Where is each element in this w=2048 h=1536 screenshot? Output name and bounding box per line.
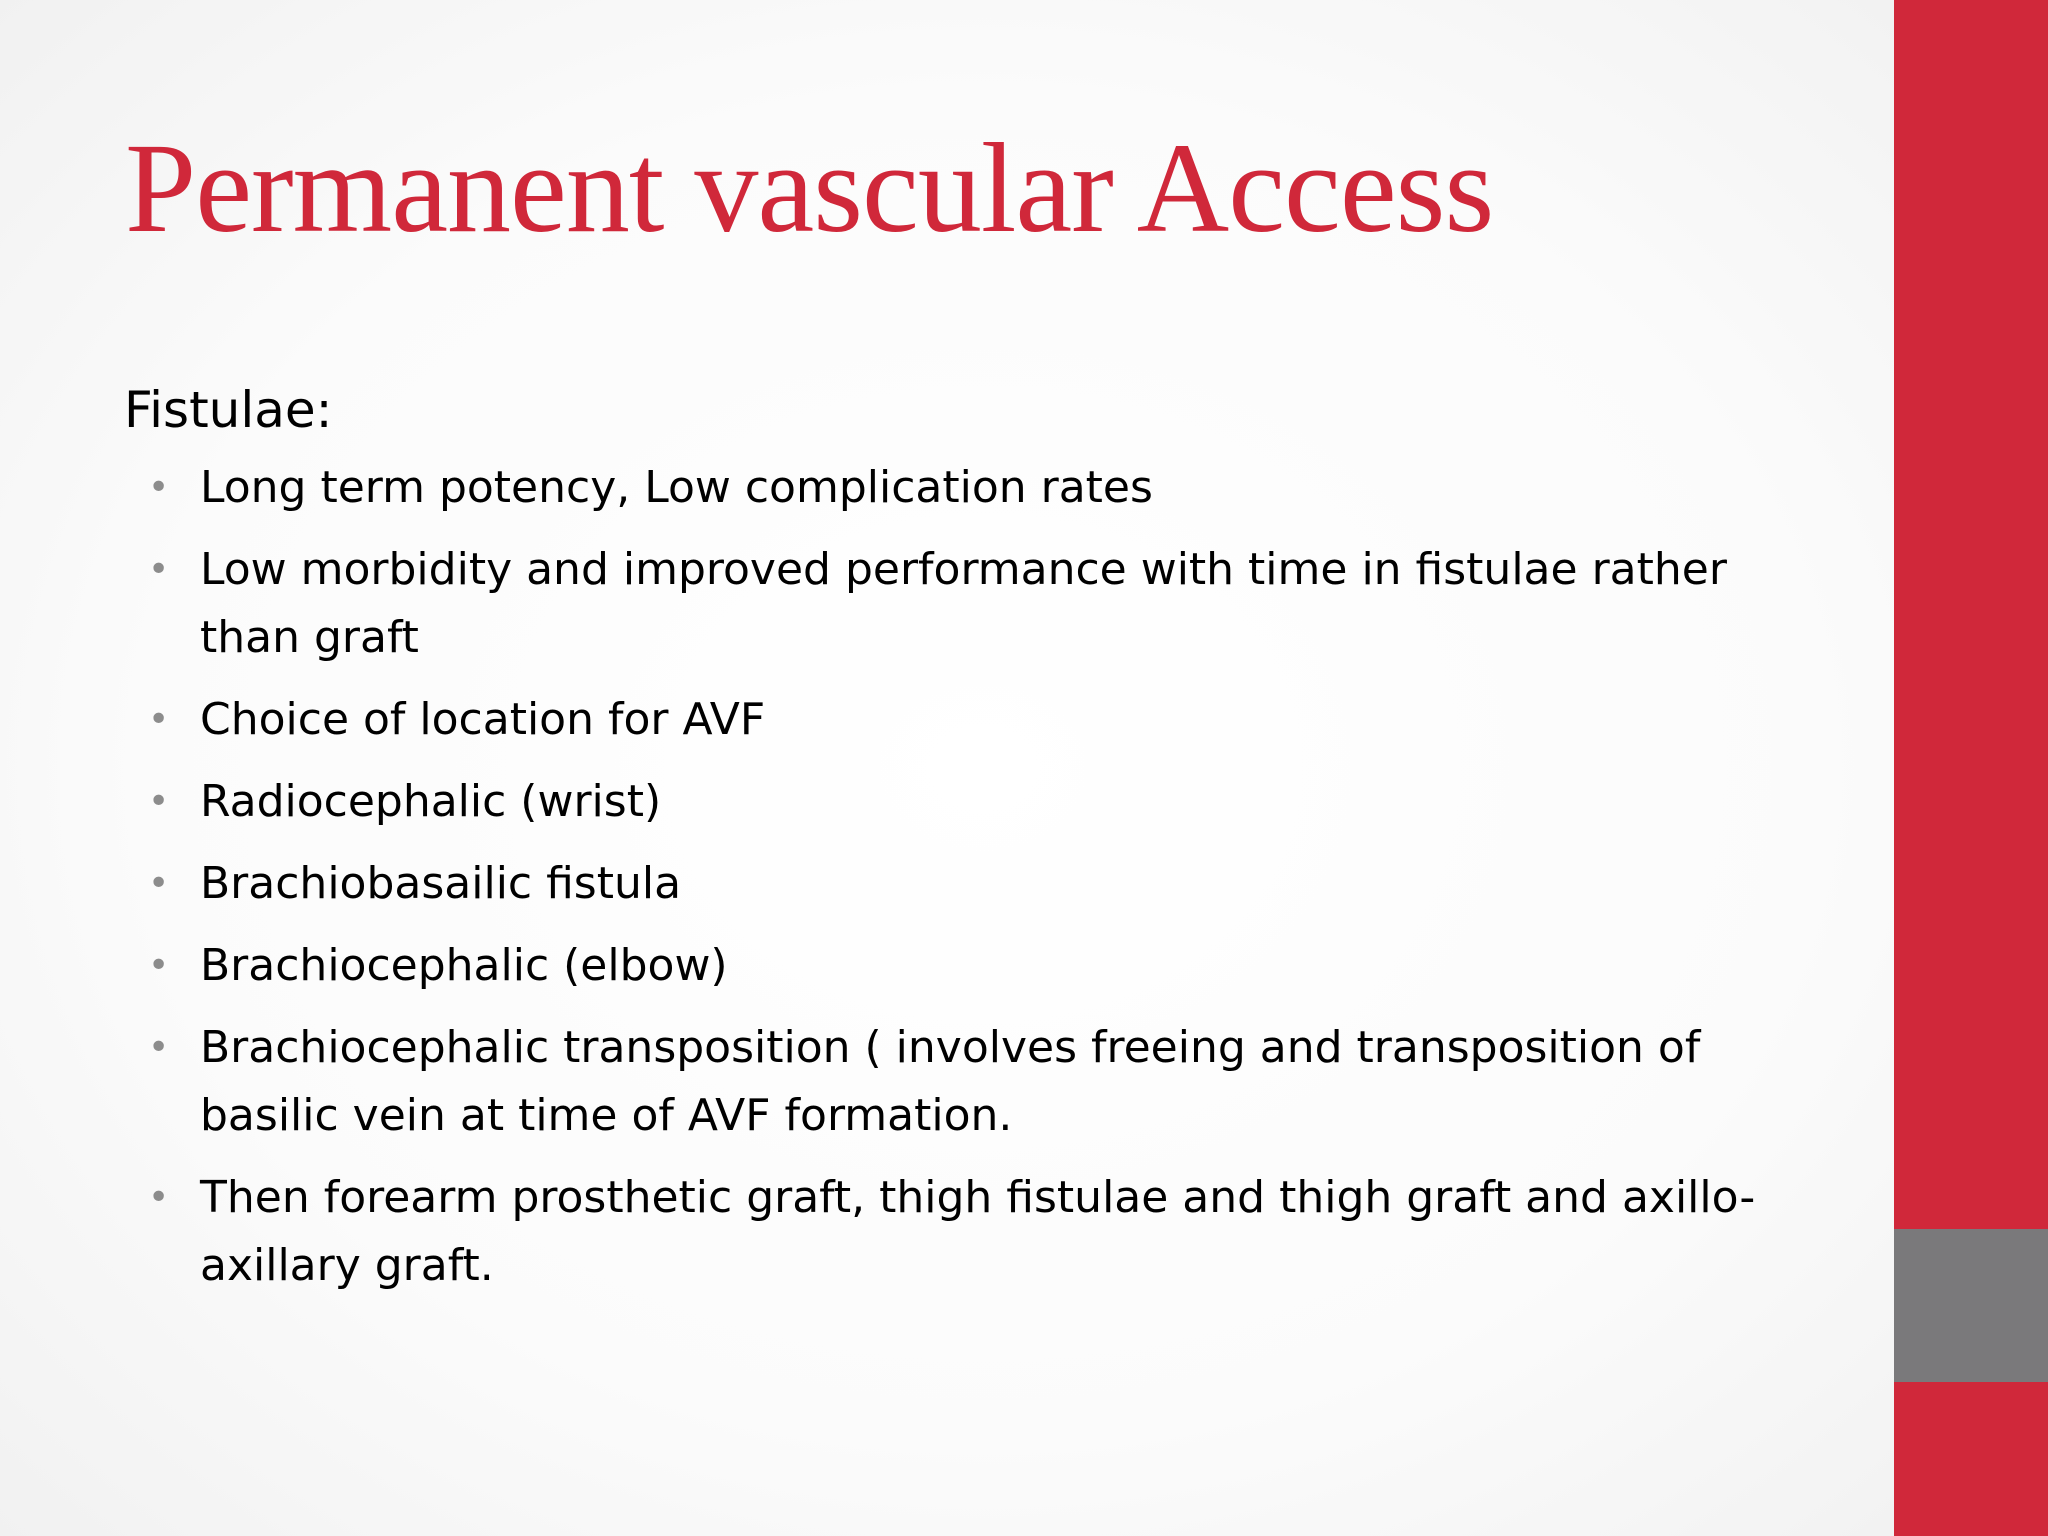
bullet-dot-icon: • [148,781,170,822]
slide-body [124,378,1824,1314]
list-item-text: Radiocephalic (wrist) [200,776,662,827]
slide-title: Permanent vascular Access [125,117,1494,259]
list-item-text: Low morbidity and improved performance with time in fistulae rather than graft [200,544,1727,663]
list-item [124,768,1824,836]
list-item [124,454,1824,522]
list-item-text: Then forearm prosthetic graft, thigh fistulae and thigh graft and axillo-axillary graft. [200,1172,1756,1291]
bullet-dot-icon: • [148,467,170,508]
accent-sidebar-gray-block [1894,1229,2048,1382]
list-item [124,536,1824,672]
section-heading: Fistulae: [124,381,333,439]
list-item [124,850,1824,918]
accent-sidebar-red-top [1894,0,2048,1229]
bullet-dot-icon: • [148,1177,170,1218]
list-item-text: Choice of location for AVF [200,694,766,745]
list-item [124,1164,1824,1300]
list-item [124,686,1824,754]
bullet-dot-icon: • [148,945,170,986]
bullet-list [124,454,1824,1300]
list-item-text: Long term potency, Low complication rates [200,462,1153,513]
bullet-dot-icon: • [148,1027,170,1068]
bullet-dot-icon: • [148,699,170,740]
list-item [124,1014,1824,1150]
bullet-dot-icon: • [148,863,170,904]
list-item-text: Brachiocephalic transposition ( involves freeing and transposition of basilic vein at time of AVF formation. [200,1022,1701,1141]
accent-sidebar-red-bottom [1894,1382,2048,1536]
list-item [124,932,1824,1000]
bullet-dot-icon: • [148,549,170,590]
accent-sidebar [1894,0,2048,1536]
list-item-text: Brachiobasailic fistula [200,858,682,909]
list-item-text: Brachiocephalic (elbow) [200,940,728,991]
